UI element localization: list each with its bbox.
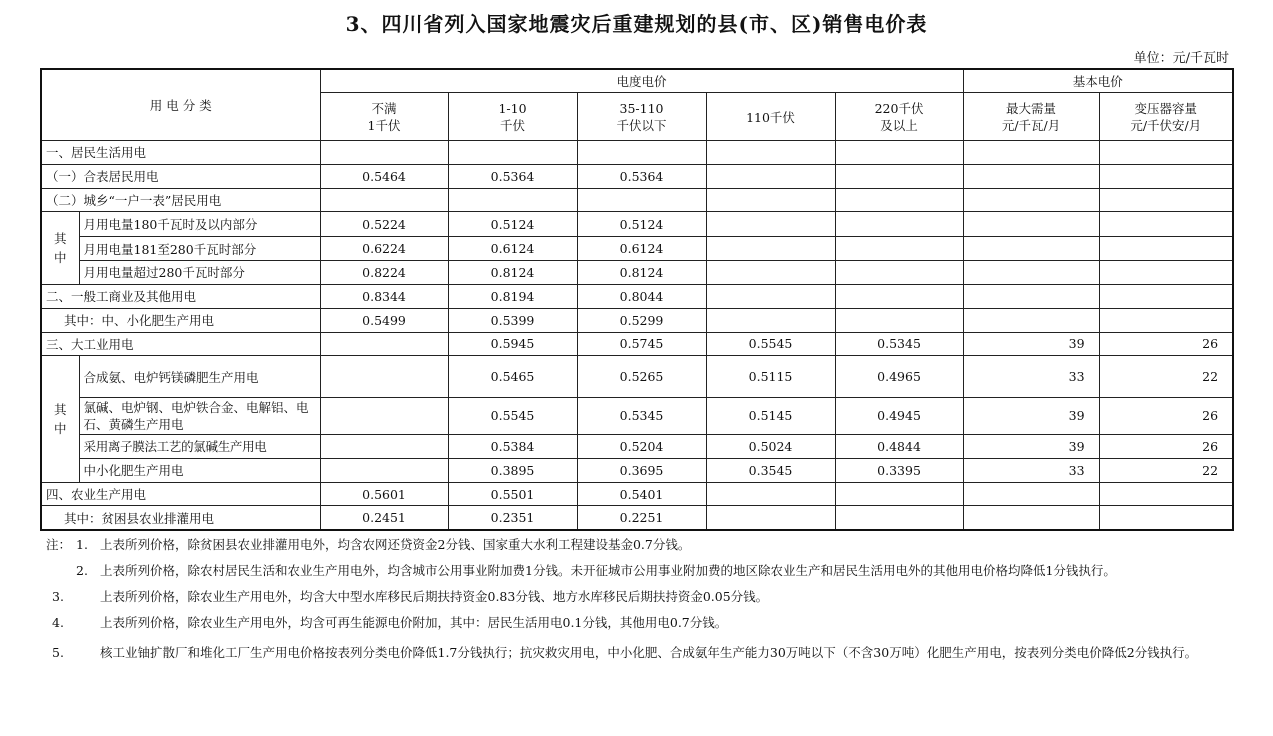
table-row: 氯碱、电炉钢、电炉铁合金、电解铝、电石、黄磷生产用电 0.5545 0.5345 0.5145 0.4945 39 26 <box>41 397 1233 434</box>
header-col-under-1kv: 不满 1千伏 <box>320 93 448 141</box>
qizhong-label-2: 其 中 <box>41 356 79 482</box>
header-energy-price: 电度电价 <box>320 69 963 93</box>
header-col-transformer: 变压器容量 元/千伏安/月 <box>1099 93 1233 141</box>
table-row: 一、居民生活用电 <box>41 140 1233 164</box>
header-col-1-10kv: 1-10 千伏 <box>448 93 577 141</box>
table-row: 其中：贫困县农业排灌用电 0.2451 0.2351 0.2251 <box>41 506 1233 530</box>
table-row: （二）城乡“一户一表”居民用电 <box>41 188 1233 212</box>
header-col-110kv: 110千伏 <box>706 93 835 141</box>
header-category: 用 电 分 类 <box>41 69 320 140</box>
price-table <box>40 68 1234 531</box>
header-basic-price: 基本电价 <box>963 69 1233 93</box>
qizhong-label-1: 其 中 <box>41 212 79 284</box>
table-row: 其中：中、小化肥生产用电 0.5499 0.5399 0.5299 <box>41 308 1233 332</box>
note-5: 5. 核工业铀扩散厂和堆化工厂生产用电价格按表列分类电价降低1.7分钱执行；抗灾救灾用电，中小化肥、合成氨年生产能力30万吨以下（不含30万吨）化肥生产用电，按表列分类电价降低2分钱执行。 <box>52 645 1198 660</box>
header-col-220kv: 220千伏 及以上 <box>835 93 963 141</box>
header-col-35-110kv: 35-110 千伏以下 <box>577 93 706 141</box>
table-row: 其 中 合成氨、电炉钙镁磷肥生产用电 0.5465 0.5265 0.5115 0.4965 33 22 <box>41 356 1233 397</box>
unit-label: 单位：元/千瓦时 <box>1133 51 1229 66</box>
page-title: 3、四川省列入国家地震灾后重建规划的县(市、区)销售电价表 <box>345 12 928 36</box>
table-row: 月用电量超过280千瓦时部分 0.8224 0.8124 0.8124 <box>41 261 1233 285</box>
table-row: （一）合表居民用电 0.5464 0.5364 0.5364 <box>41 164 1233 188</box>
header-row-1 <box>41 69 1233 93</box>
table-row: 其 中 月用电量180千瓦时及以内部分 0.5224 0.5124 0.5124 <box>41 212 1233 237</box>
table-row: 四、农业生产用电 0.5601 0.5501 0.5401 <box>41 482 1233 506</box>
note-3: 3. 上表所列价格，除农业生产用电外，均含大中型水库移民后期扶持资金0.83分钱、地方水库移民后期扶持资金0.05分钱。 <box>52 589 769 604</box>
header-col-max-demand: 最大需量 元/千瓦/月 <box>963 93 1099 141</box>
note-2: 2. 上表所列价格，除农村居民生活和农业生产用电外，均含城市公用事业附加费1分钱。未开征城市公用事业附加费的地区除农业生产和居民生活用电外的其他用电价格均降低1分钱执行。 <box>76 563 1116 578</box>
table-row: 月用电量181至280千瓦时部分 0.6224 0.6124 0.6124 <box>41 237 1233 261</box>
table-row: 采用离子膜法工艺的氯碱生产用电 0.5384 0.5204 0.5024 0.4844 39 26 <box>41 435 1233 459</box>
note-1: 注： 1. 上表所列价格，除贫困县农业排灌用电外，均含农网还贷资金2分钱、国家重大水利工程建设基金0.7分钱。 <box>46 537 691 552</box>
table-row: 二、一般工商业及其他用电 0.8344 0.8194 0.8044 <box>41 284 1233 308</box>
notes-section <box>46 536 1236 662</box>
table-row: 三、大工业用电 0.5945 0.5745 0.5545 0.5345 39 26 <box>41 332 1233 356</box>
note-4: 4. 上表所列价格，除农业生产用电外，均含可再生能源电价附加，其中：居民生活用电0.1分钱，其他用电0.7分钱。 <box>52 615 728 630</box>
table-row: 中小化肥生产用电 0.3895 0.3695 0.3545 0.3395 33 22 <box>41 458 1233 482</box>
